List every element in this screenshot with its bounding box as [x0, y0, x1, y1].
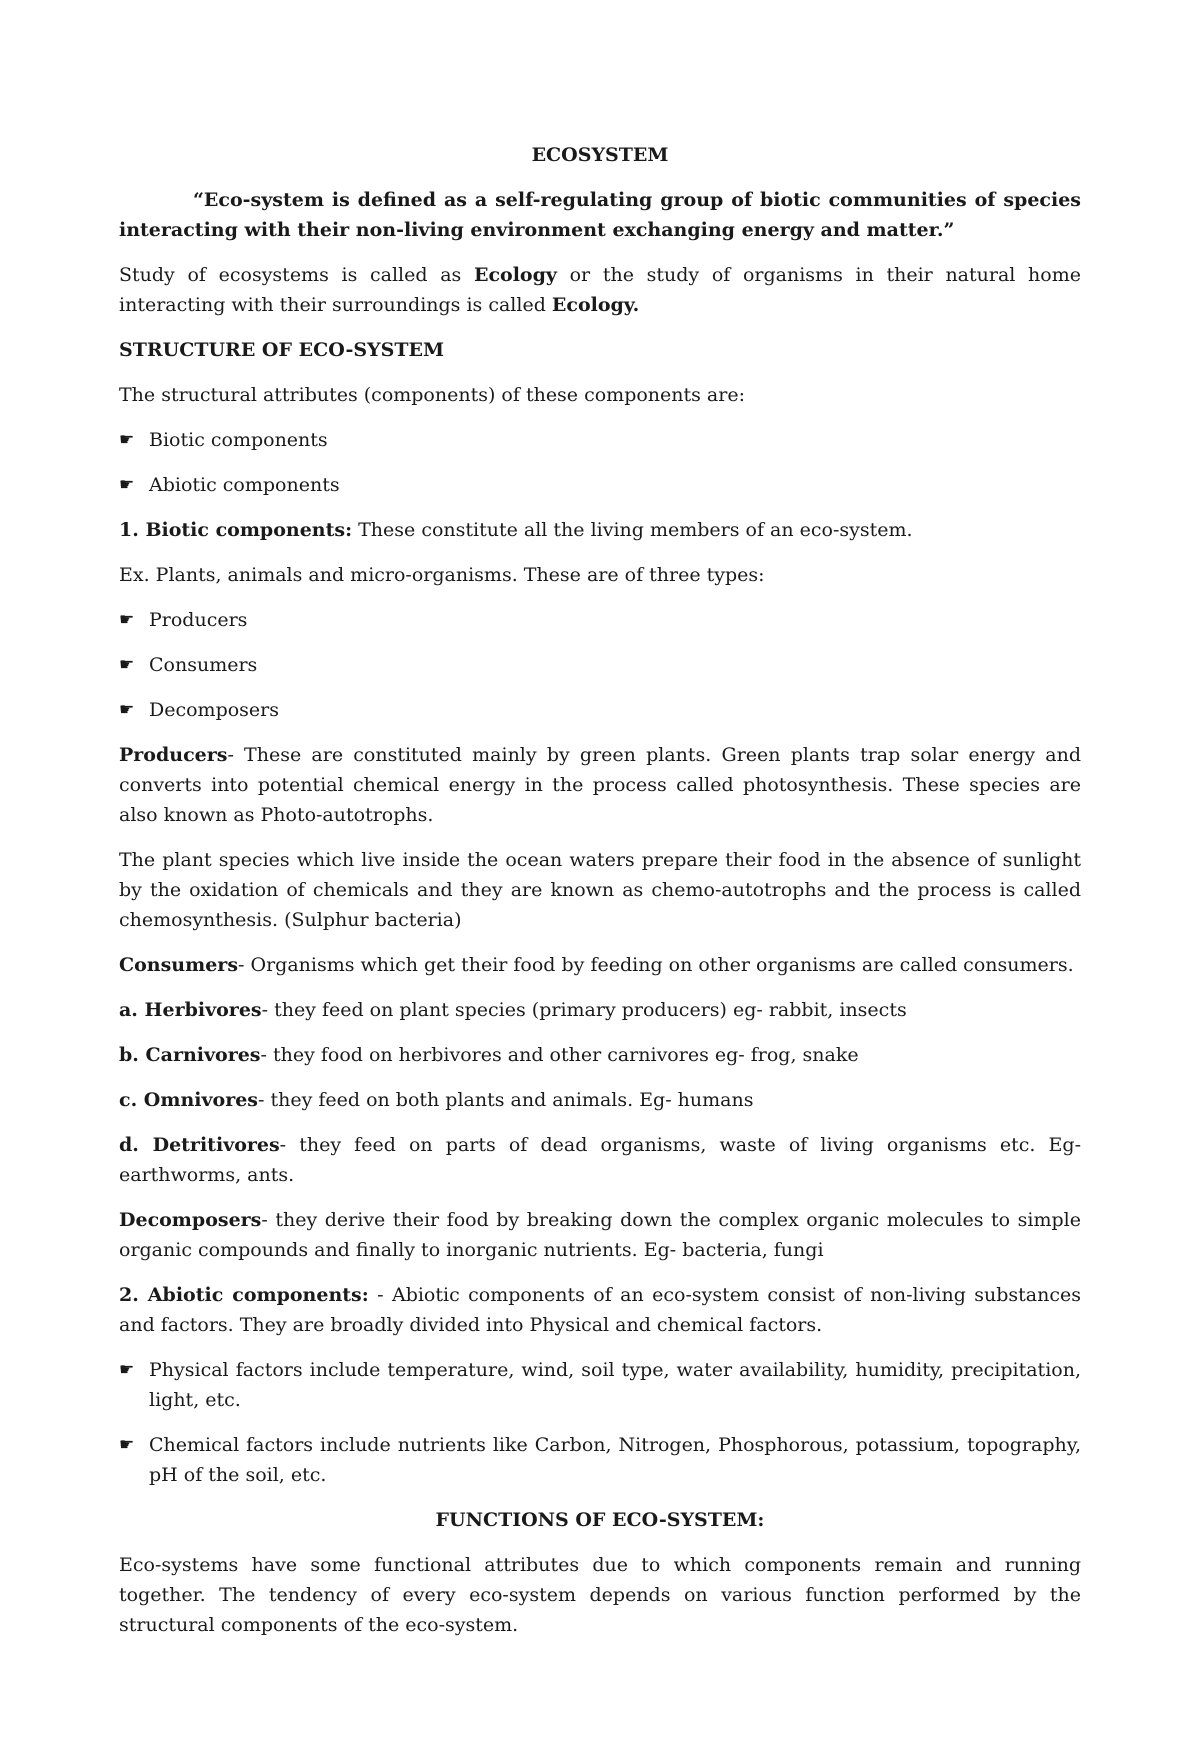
- consumers-text: - Organisms which get their food by feeding on other organisms are called consumers.: [238, 954, 1074, 976]
- producers-label: Producers: [119, 744, 228, 766]
- consumer-type-text: - they feed on both plants and animals. Eg- humans: [258, 1089, 754, 1111]
- document-page: [119, 140, 1081, 1655]
- consumer-type-label: d. Detritivores: [119, 1134, 280, 1156]
- biotic-label: 1. Biotic components:: [119, 519, 353, 541]
- consumer-type: [119, 1130, 1081, 1190]
- bullet-icon: ☛: [119, 1435, 135, 1455]
- producers-text: - These are constituted mainly by green plants. Green plants trap solar energy and converts into potential chemical energy in the process called photosynthesis. These species are also known as Photo-autotrophs.: [119, 744, 1081, 826]
- list-item-text: Physical factors include temperature, wind, soil type, water availability, humidity, precipitation, light, etc.: [149, 1359, 1081, 1411]
- biotic-example: Ex. Plants, animals and micro-organisms. These are of three types:: [119, 564, 765, 586]
- page-title: ECOSYSTEM: [531, 144, 669, 166]
- list-item-text: Decomposers: [149, 699, 280, 721]
- functions-heading: FUNCTIONS OF ECO-SYSTEM:: [435, 1509, 765, 1531]
- structure-intro: The structural attributes (components) of these components are:: [119, 384, 745, 406]
- consumer-type-text: - they food on herbivores and other carnivores eg- frog, snake: [260, 1044, 859, 1066]
- chemo-paragraph: The plant species which live inside the ocean waters prepare their food in the absence of sunlight by the oxidation of chemicals and they are known as chemo-autotrophs and the process is called chemosynthesis. (Sulphur bacteria): [119, 849, 1081, 931]
- consumer-type-text: - they feed on parts of dead organisms, waste of living organisms etc. Eg- earthworms, ants.: [119, 1134, 1081, 1186]
- consumer-type: [119, 1085, 1081, 1115]
- consumer-type: [119, 995, 1081, 1025]
- consumer-type: [119, 1040, 1081, 1070]
- definition-quote: “Eco-system is defined as a self-regulating group of biotic communities of species interacting with their non-living environment exchanging energy and matter.”: [119, 189, 1081, 241]
- bullet-icon: ☛: [119, 430, 135, 450]
- abiotic-paragraph: [119, 1280, 1081, 1340]
- bullet-icon: ☛: [119, 700, 135, 720]
- consumer-type-label: c. Omnivores: [119, 1089, 258, 1111]
- ecology-term-2: Ecology.: [551, 294, 640, 316]
- decomposers-label: Decomposers: [119, 1209, 262, 1231]
- list-item: [119, 695, 1081, 725]
- biotic-text: These constitute all the living members of an eco-system.: [352, 519, 913, 541]
- consumers-paragraph: [119, 950, 1081, 980]
- list-item-text: Biotic components: [149, 429, 328, 451]
- structure-heading: STRUCTURE OF ECO-SYSTEM: [119, 339, 444, 361]
- consumer-type-label: a. Herbivores: [119, 999, 262, 1021]
- list-item-text: Abiotic components: [149, 474, 340, 496]
- decomposers-text: - they derive their food by breaking down the complex organic molecules to simple organic compounds and finally to inorganic nutrients. Eg- bacteria, fungi: [119, 1209, 1081, 1261]
- list-item-text: Chemical factors include nutrients like Carbon, Nitrogen, Phosphorous, potassium, topography, pH of the soil, etc.: [149, 1434, 1081, 1486]
- list-item: [119, 425, 1081, 455]
- abiotic-label: 2. Abiotic components:: [119, 1284, 369, 1306]
- consumer-type-label: b. Carnivores: [119, 1044, 261, 1066]
- list-item-text: Producers: [149, 609, 248, 631]
- consumer-type-text: - they feed on plant species (primary producers) eg- rabbit, insects: [261, 999, 907, 1021]
- bullet-icon: ☛: [119, 475, 135, 495]
- consumers-label: Consumers: [119, 954, 239, 976]
- ecology-term-1: Ecology: [473, 264, 557, 286]
- bullet-icon: ☛: [119, 655, 135, 675]
- list-item: [119, 605, 1081, 635]
- list-item: [119, 650, 1081, 680]
- list-item: [119, 1430, 1081, 1490]
- list-item: [119, 470, 1081, 500]
- biotic-paragraph: [119, 515, 1081, 545]
- ecology-text-mid: or the study of organisms in their natural home interacting with their surroundings is called: [119, 264, 1081, 316]
- ecology-text-pre: Study of ecosystems is called as: [119, 264, 474, 286]
- bullet-icon: ☛: [119, 1360, 135, 1380]
- bullet-icon: ☛: [119, 610, 135, 630]
- decomposers-paragraph: [119, 1205, 1081, 1265]
- functions-paragraph: Eco-systems have some functional attributes due to which components remain and running together. The tendency of every eco-system depends on various function performed by the structural components of the eco-system.: [119, 1554, 1081, 1636]
- list-item-text: Consumers: [149, 654, 258, 676]
- ecology-paragraph: [119, 260, 1081, 320]
- producers-paragraph: [119, 740, 1081, 830]
- list-item: [119, 1355, 1081, 1415]
- abiotic-text: - Abiotic components of an eco-system consist of non-living substances and factors. They are broadly divided into Physical and chemical factors.: [119, 1284, 1081, 1336]
